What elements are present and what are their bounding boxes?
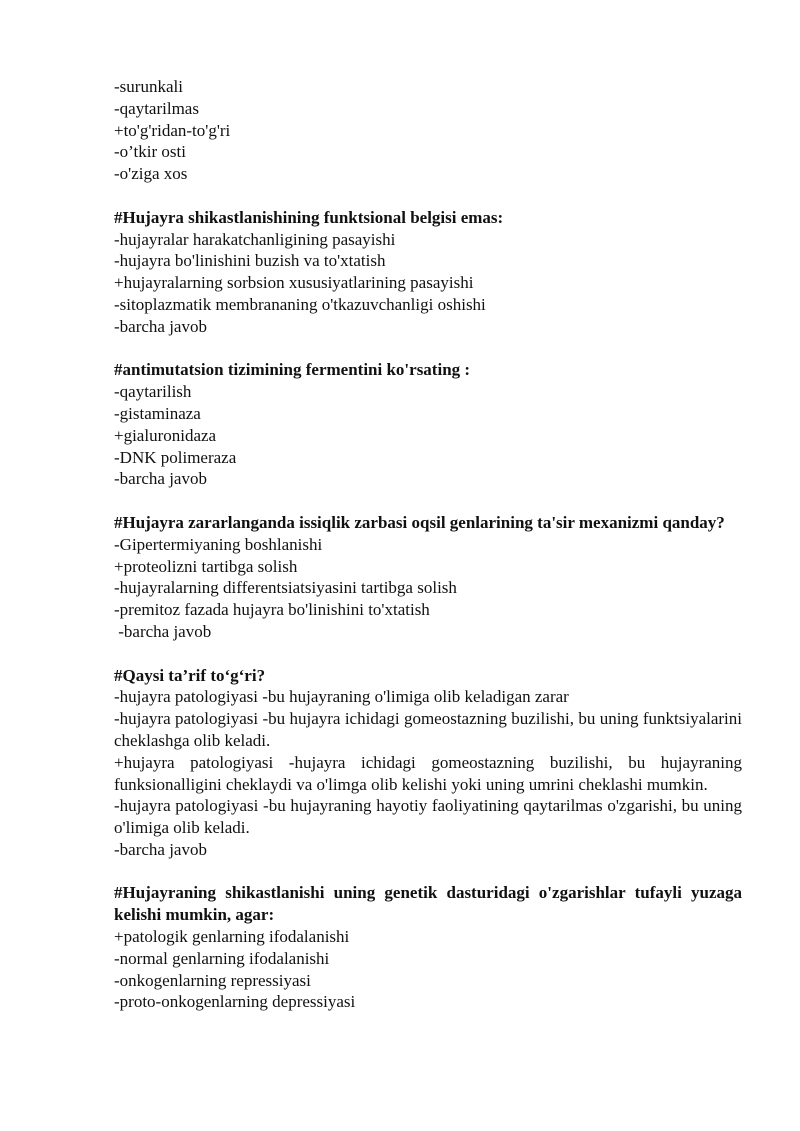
answer-option: +to'g'ridan-to'g'ri — [114, 120, 231, 140]
question-block — [114, 207, 742, 338]
answer-option: -qaytarilish — [114, 382, 192, 402]
answer-option: -hujayra patologiyasi -bu hujayraning hayotiy faoliyatining qaytarilmas o'zgarishi, bu uning o'limiga olib keladi. — [114, 796, 747, 838]
answer-option: -hujayra bo'linishini buzish va to'xtatish — [114, 251, 386, 271]
question-block — [114, 359, 742, 490]
answer-option: -hujayra patologiyasi -bu hujayraning o'limiga olib keladigan zarar — [114, 687, 569, 707]
question-text: #Hujayra zararlanganda issiqlik zarbasi oqsil genlarining ta'sir mexanizmi qanday? — [114, 512, 725, 532]
answer-option: -barcha javob — [114, 469, 207, 489]
answer-option: +patologik genlarning ifodalanishi — [114, 927, 350, 947]
answer-option: -barcha javob — [114, 621, 212, 641]
question-block — [114, 512, 742, 643]
answer-option: +gialuronidaza — [114, 425, 217, 445]
answer-option: -premitoz fazada hujayra bo'linishini to'xtatish — [114, 600, 430, 620]
answer-option: -proto-onkogenlarning depressiyasi — [114, 992, 356, 1012]
answer-option: +proteolizni tartibga solish — [114, 556, 298, 576]
intro-option-list — [114, 76, 742, 185]
answer-option: -qaytarilmas — [114, 98, 199, 118]
answer-option: -barcha javob — [114, 316, 207, 336]
answer-option: -surunkali — [114, 77, 183, 96]
answer-option: -o’tkir osti — [114, 142, 186, 162]
question-text: #Qaysi ta’rif to‘g‘ri? — [114, 665, 266, 685]
answer-option: -onkogenlarning repressiyasi — [114, 970, 311, 990]
answer-option: +hujayralarning sorbsion xususiyatlarining pasayishi — [114, 273, 474, 293]
question-block — [114, 665, 747, 861]
answer-option: -Gipertermiyaning boshlanishi — [114, 534, 323, 554]
answer-option: -o'ziga xos — [114, 164, 188, 184]
answer-option: -barcha javob — [114, 839, 207, 859]
answer-option: +hujayra patologiyasi -hujayra ichidagi gomeostazning buzilishi, bu hujayraning funksionalligini cheklaydi va o'limga olib kelishi yoki uning umrini cheklashi mumkin. — [114, 752, 747, 794]
answer-option: -hujayralarning differentsiatsiyasini tartibga solish — [114, 578, 457, 598]
question-text: #antimutatsion tizimining fermentini ko'rsating : — [114, 360, 471, 380]
document-page — [114, 76, 747, 1035]
answer-option: -DNK polimeraza — [114, 447, 237, 467]
answer-option: -hujayra patologiyasi -bu hujayra ichidagi gomeostazning buzilishi, bu uning funktsiyalarini cheklashga olib keladi. — [114, 709, 747, 750]
question-text: #Hujayra shikastlanishining funktsional belgisi emas: — [114, 207, 504, 227]
answer-option: -sitoplazmatik membrananing o'tkazuvchanligi oshishi — [114, 294, 486, 314]
answer-option: -gistaminaza — [114, 403, 201, 423]
answer-option: -hujayralar harakatchanligining pasayishi — [114, 229, 396, 249]
question-block — [114, 882, 747, 1013]
answer-option: -normal genlarning ifodalanishi — [114, 948, 330, 968]
question-text: #Hujayraning shikastlanishi uning genetik dasturidagi o'zgarishlar tufayli yuzaga kelishi mumkin, agar: — [114, 883, 747, 925]
